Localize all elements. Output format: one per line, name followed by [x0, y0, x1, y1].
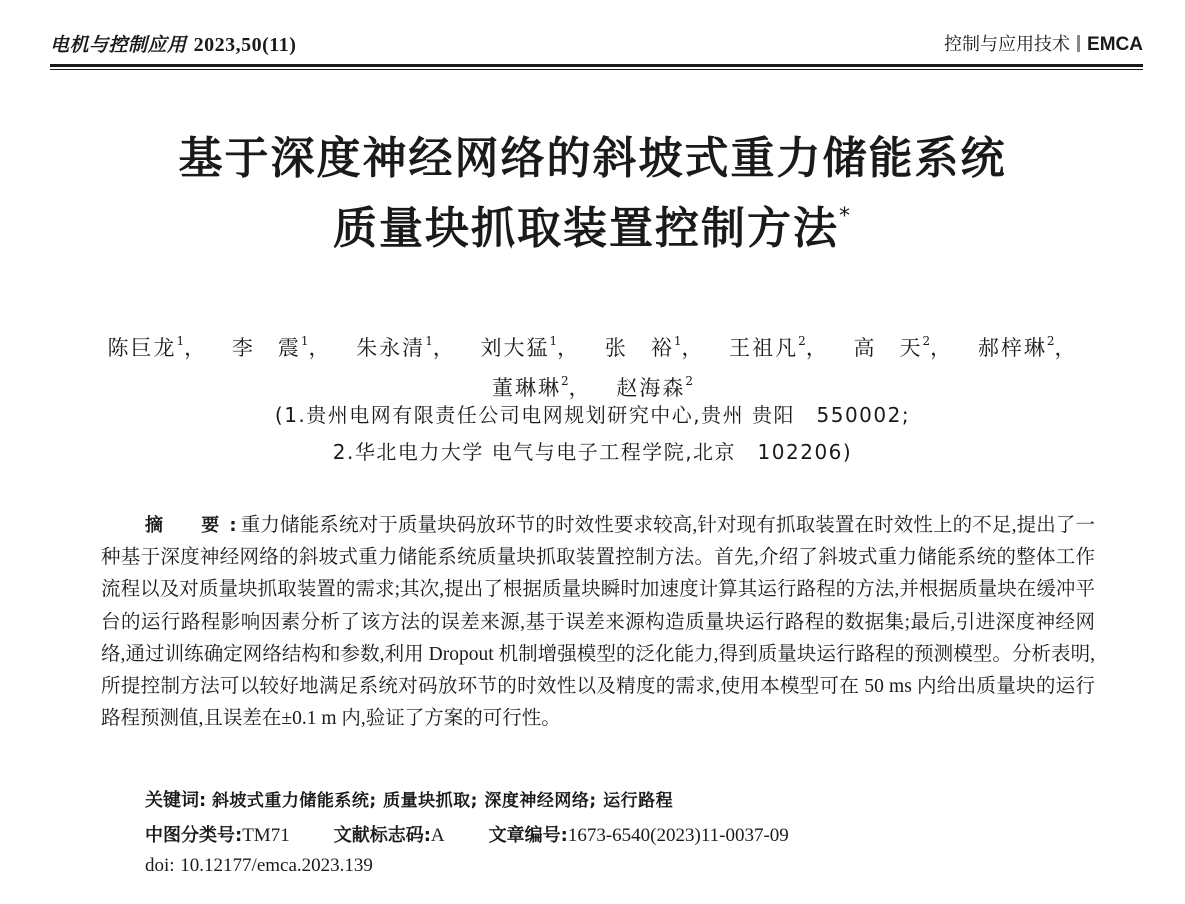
author-separator: ，: [1054, 336, 1078, 360]
header-separator: [1077, 35, 1080, 52]
author-name: 董琳琳: [492, 376, 562, 400]
keywords-label: 关键词:: [145, 790, 207, 811]
keywords: [145, 786, 673, 812]
author-separator: ，: [568, 376, 592, 400]
author-name: 刘大猛: [480, 336, 550, 360]
author-name: 李 震: [231, 336, 301, 360]
author: [356, 336, 456, 360]
author-affiliation-mark: 2: [685, 374, 693, 388]
author-separator: ，: [432, 336, 456, 360]
author: [854, 336, 954, 360]
author-name: 朱永清: [356, 336, 426, 360]
author-name: 陈巨龙: [107, 336, 177, 360]
author-affiliation-mark: 2: [922, 334, 931, 348]
abstract-text: 重力储能系统对于质量块码放环节的时效性要求较高,针对现有抓取装置在时效性上的不足,提出了一种基于深度神经网络的斜坡式重力储能系统质量块抓取装置控制方法。首先,介绍了斜坡式重力储能系统的整体工作流程以及对质量块抓取装置的需求;其次,提出了根据质量块瞬时加速度计算其运行路程的方法,并根据质量块在缓冲平台的运行路程影响因素分析了该方法的误差来源,基于误差来源构造质量块运行路程的数据集;最后,引进深度神经网络,通过训练确定网络结构和参数,利用 Dropout 机制增强模型的泛化能力,得到质量块运行路程的预测模型。分析表明,所提控制方法可以较好地满足系统对码放环节的时效性以及精度的需求,使用本模型可在 50 ms 内给出质量块的运行路程预测值,且误差在±0.1 m 内,验证了方案的可行性。: [101, 515, 1095, 730]
paper-title: [60, 130, 1125, 258]
affiliation-2: 2.华北电力大学 电气与电子工程学院,北京 102206): [332, 440, 853, 464]
author-separator: ，: [681, 336, 705, 360]
journal-citation: [50, 30, 296, 57]
author-list: [70, 325, 1115, 405]
classification-line: [145, 821, 789, 847]
author-affiliation-mark: 2: [1046, 334, 1055, 348]
author-affiliation-mark: 1: [300, 334, 309, 348]
author: [232, 336, 332, 360]
journal-brand: EMCA: [1087, 34, 1143, 55]
author-name: 王祖凡: [729, 336, 799, 360]
doi-label: doi:: [145, 855, 175, 876]
author-name: 郝梓琳: [977, 336, 1047, 360]
author-affiliation-mark: 2: [561, 374, 569, 388]
doc-code-label: 文献标志码:: [333, 825, 431, 846]
abstract-colon: :: [229, 515, 237, 536]
article-number-label: 文章编号:: [488, 825, 568, 846]
title-line-2-text: 质量块抓取装置控制方法: [333, 203, 839, 254]
author-name: 赵海森: [616, 376, 686, 400]
author-separator: ，: [930, 336, 954, 360]
keywords-value: 斜坡式重力储能系统; 质量块抓取; 深度神经网络; 运行路程: [211, 791, 674, 811]
author-affiliation-mark: 1: [673, 334, 682, 348]
doc-code-value: A: [430, 825, 445, 846]
abstract: [101, 510, 1095, 735]
journal-issue: 2023,50(11): [193, 34, 297, 56]
header-rule-thick: [50, 64, 1143, 67]
article-number-value: 1673-6540(2023)11-0037-09: [567, 825, 789, 846]
author-affiliation-mark: 2: [798, 334, 806, 348]
author-separator: ，: [308, 336, 332, 360]
author-affiliation-mark: 1: [549, 334, 558, 348]
author-name: 张 裕: [604, 336, 674, 360]
author: [605, 336, 705, 360]
doi-line: [145, 855, 373, 877]
author-separator: ，: [557, 336, 581, 360]
author: [729, 336, 829, 360]
author-separator: ，: [184, 336, 208, 360]
author: [978, 336, 1078, 360]
author-affiliation-mark: 1: [176, 334, 185, 348]
affiliations: [60, 397, 1125, 471]
title-footnote-mark: *: [839, 204, 852, 229]
author-affiliation-mark: 1: [425, 334, 433, 348]
doi-value: 10.12177/emca.2023.139: [180, 855, 373, 876]
column-tag: [944, 30, 1143, 56]
clc-value: TM71: [242, 825, 290, 846]
clc-label: 中图分类号:: [145, 825, 243, 846]
header-rule-thin: [50, 69, 1143, 70]
running-header: [50, 24, 1143, 64]
journal-name: 电机与控制应用: [50, 34, 187, 56]
author-separator: ，: [805, 336, 829, 360]
author-name: 高 天: [853, 336, 923, 360]
author: [108, 336, 208, 360]
title-line-1: 基于深度神经网络的斜坡式重力储能系统: [178, 133, 1007, 184]
author: [481, 336, 581, 360]
title-line-2: [60, 188, 1125, 258]
abstract-label: 摘 要: [145, 515, 230, 536]
column-name: 控制与应用技术: [944, 34, 1071, 55]
affiliation-1: (1.贵州电网有限责任公司电网规划研究中心,贵州 贵阳 550002;: [274, 403, 911, 427]
